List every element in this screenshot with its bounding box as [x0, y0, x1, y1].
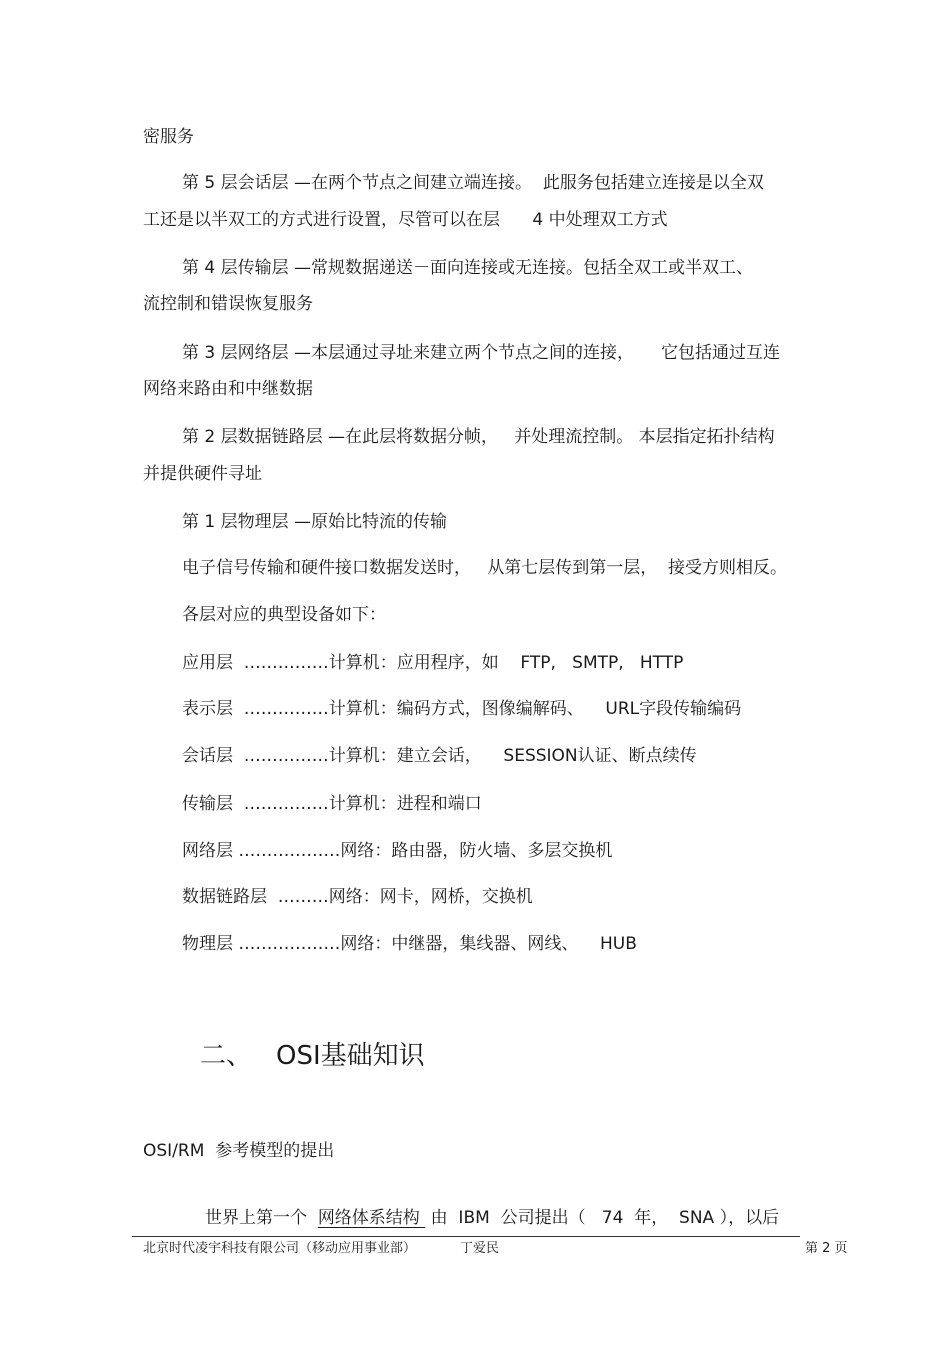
- footer-page-number: 第 2 页: [805, 1241, 848, 1256]
- subsection-title: OSI/RM 参考模型的提出: [143, 1141, 335, 1161]
- layer2-line2: 并提供硬件寻址: [143, 464, 262, 484]
- layer3-line2: 网络来路由和中继数据: [143, 379, 313, 399]
- device-row-session: 会话层 ……………计算机：建立会话， SESSION认证、断点续传: [182, 746, 697, 766]
- layer1-line: 第 1 层物理层 —原始比特流的传输: [182, 512, 448, 532]
- last-paragraph-pre: 世界上第一个: [205, 1208, 318, 1228]
- signal-direction-text: 电子信号传输和硬件接口数据发送时， 从第七层传到第一层， 接受方则相反。: [182, 558, 788, 578]
- layer4-line1: 第 4 层传输层 —常规数据递送－面向连接或无连接。包括全双工或半双工、: [182, 258, 754, 278]
- network-architecture-link[interactable]: 网络体系结构: [317, 1208, 426, 1228]
- last-paragraph-post: 由 IBM 公司提出（ 74 年， SNA ），以后: [425, 1208, 780, 1228]
- last-paragraph: [205, 1207, 779, 1229]
- footer-author: 丁爱民: [460, 1241, 500, 1256]
- devices-intro: 各层对应的典型设备如下：: [182, 605, 386, 625]
- device-row-network: 网络层 ………………网络：路由器，防火墙、多层交换机: [182, 841, 613, 861]
- footer-divider: [132, 1236, 800, 1237]
- layer4-line2: 流控制和错误恢复服务: [143, 294, 313, 314]
- layer2-line1: 第 2 层数据链路层 —在此层将数据分帧， 并处理流控制。 本层指定拓扑结构: [182, 427, 775, 447]
- layer3-line1: 第 3 层网络层 —本层通过寻址来建立两个节点之间的连接， 它包括通过互连: [182, 343, 781, 363]
- device-row-datalink: 数据链路层 ………网络：网卡，网桥，交换机: [182, 887, 533, 907]
- device-row-application: 应用层 ……………计算机：应用程序，如 FTP, SMTP, HTTP: [182, 653, 684, 673]
- section-title: OSI基础知识: [276, 1041, 425, 1071]
- section-number: 二、: [200, 1041, 253, 1071]
- paragraph-continuation: 密服务: [143, 127, 194, 147]
- footer-company: 北京时代凌宇科技有限公司（移动应用事业部）: [143, 1241, 417, 1256]
- device-row-physical: 物理层 ………………网络：中继器，集线器、网线、 HUB: [182, 934, 637, 954]
- layer5-line1: 第 5 层会话层 —在两个节点之间建立端连接。 此服务包括建立连接是以全双: [182, 173, 764, 193]
- device-row-presentation: 表示层 ……………计算机：编码方式，图像编解码、 URL字段传输编码: [182, 699, 742, 719]
- device-row-transport: 传输层 ……………计算机：进程和端口: [182, 794, 482, 814]
- layer5-line2: 工还是以半双工的方式进行设置，尽管可以在层 4 中处理双工方式: [143, 210, 668, 230]
